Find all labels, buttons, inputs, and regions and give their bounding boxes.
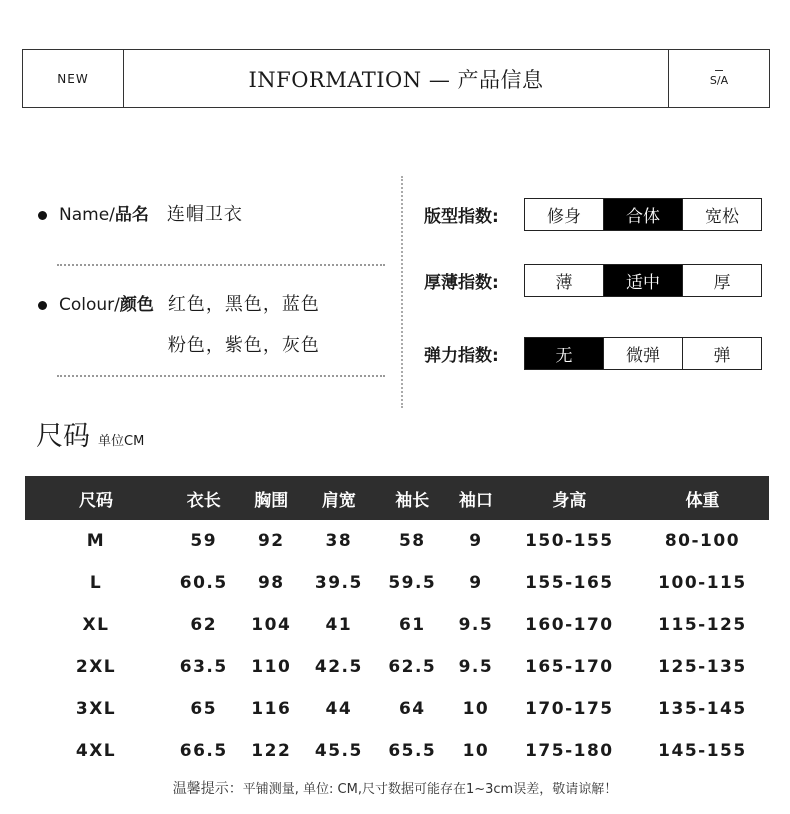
table-cell: 3XL <box>75 699 117 719</box>
table-cell: 92 <box>257 531 285 551</box>
colour-label <box>59 294 154 316</box>
index-option: 修身 <box>525 199 604 230</box>
column-header: 衣长 <box>167 476 240 520</box>
table-cell: 45.5 <box>314 741 363 761</box>
table-cell: 59.5 <box>388 573 437 593</box>
index-scale <box>524 198 762 231</box>
table-row <box>25 730 769 772</box>
column-header: 袖长 <box>376 476 449 520</box>
table-cell: 116 <box>251 699 292 719</box>
banner-size-label <box>668 50 769 107</box>
size-heading <box>36 414 144 453</box>
vertical-dotted-divider <box>401 176 403 408</box>
index-label: 版型指数: <box>424 207 499 227</box>
table-row <box>25 646 769 688</box>
table-cell: 41 <box>325 615 353 635</box>
table-cell: 98 <box>257 573 285 593</box>
index-scale <box>524 337 762 370</box>
index-option: 宽松 <box>705 207 739 227</box>
dotted-divider <box>57 375 385 377</box>
table-cell: 63.5 <box>179 657 228 677</box>
banner-title: INFORMATION — 产品信息 <box>248 67 544 92</box>
table-cell: 175-180 <box>525 741 614 761</box>
table-row <box>25 520 769 562</box>
table-cell: 165-170 <box>525 657 614 677</box>
bullet-dot-icon <box>38 211 47 220</box>
note-text: 平铺测量, 单位: CM,尺寸数据可能存在1~3cm误差，敬请谅解！ <box>242 782 618 797</box>
name-value: 连帽卫衣 <box>166 204 243 225</box>
table-cell: XL <box>82 615 110 635</box>
table-cell: 155-165 <box>525 573 614 593</box>
column-header: 尺码 <box>25 476 167 520</box>
banner-new-label: NEW <box>23 50 124 107</box>
table-cell: 80-100 <box>664 531 741 551</box>
table-cell: 9.5 <box>458 615 494 635</box>
info-banner <box>22 49 770 108</box>
table-cell: 58 <box>398 531 426 551</box>
table-cell: 122 <box>251 741 292 761</box>
table-cell: 60.5 <box>179 573 228 593</box>
table-cell: 160-170 <box>525 615 614 635</box>
table-cell: M <box>86 531 106 551</box>
measurement-note <box>0 778 790 798</box>
column-header: 袖口 <box>449 476 503 520</box>
table-cell: 39.5 <box>314 573 363 593</box>
index-option: 微弹 <box>604 338 683 369</box>
table-cell: 2XL <box>75 657 117 677</box>
colour-line-2: 粉色，紫色，灰色 <box>167 335 320 356</box>
size-table <box>25 476 769 772</box>
fit-index <box>424 198 762 231</box>
table-cell: 110 <box>251 657 292 677</box>
table-header-row <box>25 476 769 520</box>
colour-row <box>38 294 320 357</box>
index-scale <box>524 264 762 297</box>
colour-label-cn: 颜色 <box>119 295 154 315</box>
index-option-selected: 适中 <box>604 265 683 296</box>
table-cell: L <box>89 573 103 593</box>
table-cell: 170-175 <box>525 699 614 719</box>
table-cell: 38 <box>325 531 353 551</box>
table-cell: 64 <box>398 699 426 719</box>
table-body <box>25 520 769 772</box>
table-cell: 65 <box>190 699 218 719</box>
name-row <box>38 204 243 226</box>
table-cell: 9 <box>469 531 483 551</box>
name-label <box>59 204 149 226</box>
size-title: 尺码 <box>36 421 90 452</box>
table-row <box>25 688 769 730</box>
table-cell: 65.5 <box>388 741 437 761</box>
table-cell: 100-115 <box>658 573 747 593</box>
column-header: 肩宽 <box>302 476 375 520</box>
name-label-en: Name/ <box>59 205 115 225</box>
table-cell: 10 <box>462 741 490 761</box>
thickness-index <box>424 264 762 297</box>
table-cell: 115-125 <box>658 615 747 635</box>
column-header: 身高 <box>503 476 636 520</box>
name-label-cn: 品名 <box>114 205 149 225</box>
index-option: 弹 <box>713 346 731 366</box>
table-cell: 125-135 <box>658 657 747 677</box>
table-cell: 150-155 <box>525 531 614 551</box>
table-row <box>25 562 769 604</box>
table-cell: 104 <box>251 615 292 635</box>
table-cell: 9.5 <box>458 657 494 677</box>
banner-right-text: S/A <box>709 74 729 87</box>
colour-label-en: Colour/ <box>59 295 120 315</box>
table-cell: 9 <box>469 573 483 593</box>
table-cell: 62.5 <box>388 657 437 677</box>
colour-values <box>168 294 320 357</box>
column-header: 胸围 <box>240 476 302 520</box>
dotted-divider <box>57 264 385 266</box>
table-cell: 61 <box>398 615 426 635</box>
note-label: 温馨提示： <box>172 781 243 797</box>
table-cell: 66.5 <box>179 741 228 761</box>
size-unit: 单位CM <box>98 434 145 449</box>
table-cell: 44 <box>325 699 353 719</box>
index-option-selected: 无 <box>525 338 604 369</box>
bullet-dot-icon <box>38 301 47 310</box>
colour-line-1: 红色，黑色，蓝色 <box>167 294 320 315</box>
index-label: 弹力指数: <box>424 346 499 366</box>
table-cell: 10 <box>462 699 490 719</box>
table-cell: 62 <box>190 615 218 635</box>
table-cell: 145-155 <box>658 741 747 761</box>
index-option: 厚 <box>713 273 731 293</box>
table-cell: 59 <box>190 531 218 551</box>
table-cell: 42.5 <box>314 657 363 677</box>
column-header: 体重 <box>636 476 769 520</box>
table-row <box>25 604 769 646</box>
elasticity-index <box>424 337 762 370</box>
banner-right-bar <box>715 70 723 71</box>
table-cell: 135-145 <box>658 699 747 719</box>
index-label: 厚薄指数: <box>424 273 499 293</box>
table-cell: 4XL <box>75 741 117 761</box>
index-option-selected: 合体 <box>604 199 683 230</box>
index-option: 薄 <box>525 265 604 296</box>
